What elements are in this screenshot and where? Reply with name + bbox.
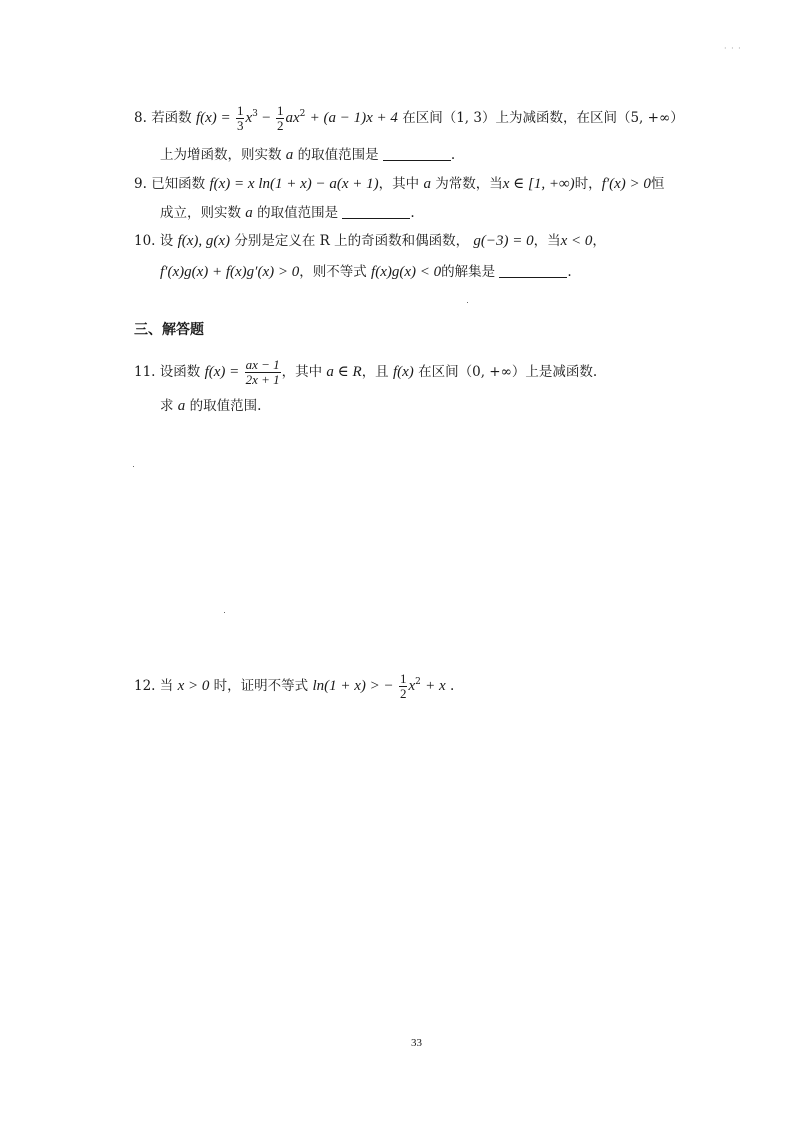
question-text: 的解集是 xyxy=(441,264,496,280)
question-text: 上为增函数，则实数 xyxy=(160,147,282,163)
question-number: 12. xyxy=(134,678,156,694)
question-text: 设 xyxy=(159,233,174,249)
question-number: 9. xyxy=(134,176,147,192)
question-8-line-1: 8. 若函数 f(x) = $\frac{1}{3}$ $x^3$ − $\frac{1}{2}$ $ax^2 + (a - 1)x + 4$ 在区间（1, 3）上为减函数，在区间（5, +∞） xyxy=(134,103,684,133)
question-text: ，其中 xyxy=(378,176,420,192)
question-text: 的取值范围. xyxy=(189,398,262,414)
question-text: ， xyxy=(592,233,606,249)
corner-stamp: · · · xyxy=(724,44,742,53)
question-text: ，则不等式 xyxy=(299,264,367,280)
question-text: ，当 xyxy=(533,233,561,249)
period: . xyxy=(450,147,456,163)
math-expr: x ∈ [1, +∞) xyxy=(502,176,575,192)
question-text: 为常数，当 xyxy=(435,176,503,192)
question-text: 分别是定义在 R 上的奇函数和偶函数， xyxy=(234,233,470,249)
math-expr: x > 0 xyxy=(177,678,210,694)
question-9-line-2 xyxy=(160,206,415,221)
question-text: 的取值范围是 xyxy=(297,147,379,163)
math-expr: f(x) xyxy=(392,364,414,380)
period: . xyxy=(410,205,415,221)
math-expr: g(−3) = 0 xyxy=(473,233,534,249)
question-number: 11. xyxy=(134,364,156,380)
math-var: a xyxy=(423,176,431,192)
math-expr: x < 0 xyxy=(560,233,593,249)
answer-blank[interactable] xyxy=(342,206,410,219)
fraction: $\frac{1}{3}$ xyxy=(236,103,244,133)
fraction: $\frac{ax - 1}{2x + 1}$ xyxy=(245,357,280,387)
question-11-line-2 xyxy=(160,399,261,414)
fraction: $\frac{1}{2}$ xyxy=(276,103,284,133)
question-text: 的取值范围是 xyxy=(257,205,339,221)
question-number: 10. xyxy=(134,233,156,249)
question-9-line-1 xyxy=(134,177,664,192)
math-expr: f′(x)g(x) + f(x)g′(x) > 0 xyxy=(160,264,300,280)
math-expr: + x xyxy=(425,678,446,694)
math-expr: f(x), g(x) xyxy=(177,233,231,249)
page-number: 33 xyxy=(411,1037,422,1049)
question-text: 已知函数 xyxy=(151,176,206,192)
question-text: 求 xyxy=(160,398,174,414)
question-10-line-2 xyxy=(160,265,572,280)
math-var: x xyxy=(408,678,416,694)
math-expr: a ∈ R xyxy=(326,364,362,380)
period: . xyxy=(567,264,572,280)
question-text: 设函数 xyxy=(159,364,201,380)
math-expr: ax xyxy=(285,110,300,126)
math-expr: f(x) = xyxy=(195,110,231,126)
question-text: 在区间（1, 3）上为减函数，在区间（5, +∞） xyxy=(402,110,684,126)
math-expr: f(x) = x ln(1 + x) − a(x + 1) xyxy=(209,176,379,192)
fraction: $\frac{1}{2}$ xyxy=(399,671,407,701)
answer-blank[interactable] xyxy=(499,265,567,278)
section-heading: 三、解答题 xyxy=(134,322,204,338)
question-12-line-1: 12. 当 x > 0 时，证明不等式 ln(1 + x) > − $\frac{1}{2}$ $x^2 + x$ . xyxy=(134,671,455,701)
math-expr: f′(x) > 0 xyxy=(601,176,651,192)
math-var: a xyxy=(177,398,186,414)
question-text: ，其中 xyxy=(281,364,323,380)
question-text: 时，证明不等式 xyxy=(213,678,309,694)
question-text: 若函数 xyxy=(151,110,192,126)
question-number: 8. xyxy=(134,110,147,126)
question-text: 成立，则实数 xyxy=(160,205,241,221)
period: . xyxy=(449,678,455,694)
math-var: a xyxy=(245,205,253,221)
question-text: 在区间（0, +∞）上是减函数. xyxy=(418,364,598,380)
math-expr: f(x)g(x) < 0 xyxy=(371,264,442,280)
question-text: 时， xyxy=(574,176,602,192)
question-11-line-1 xyxy=(134,358,597,387)
math-expr: + (a − 1)x + 4 xyxy=(309,110,398,126)
question-text: 当 xyxy=(159,678,174,694)
math-var: x xyxy=(245,110,253,126)
question-8-line-2 xyxy=(160,148,455,163)
math-expr: f(x) = xyxy=(204,364,240,380)
math-var: a xyxy=(285,147,294,163)
question-10-line-1 xyxy=(134,234,606,249)
question-text: ，且 xyxy=(361,364,389,380)
question-text: 恒 xyxy=(650,176,665,192)
math-expr: ln(1 + x) > − xyxy=(312,678,394,694)
math-op: − xyxy=(262,110,271,126)
answer-blank[interactable] xyxy=(383,148,451,161)
